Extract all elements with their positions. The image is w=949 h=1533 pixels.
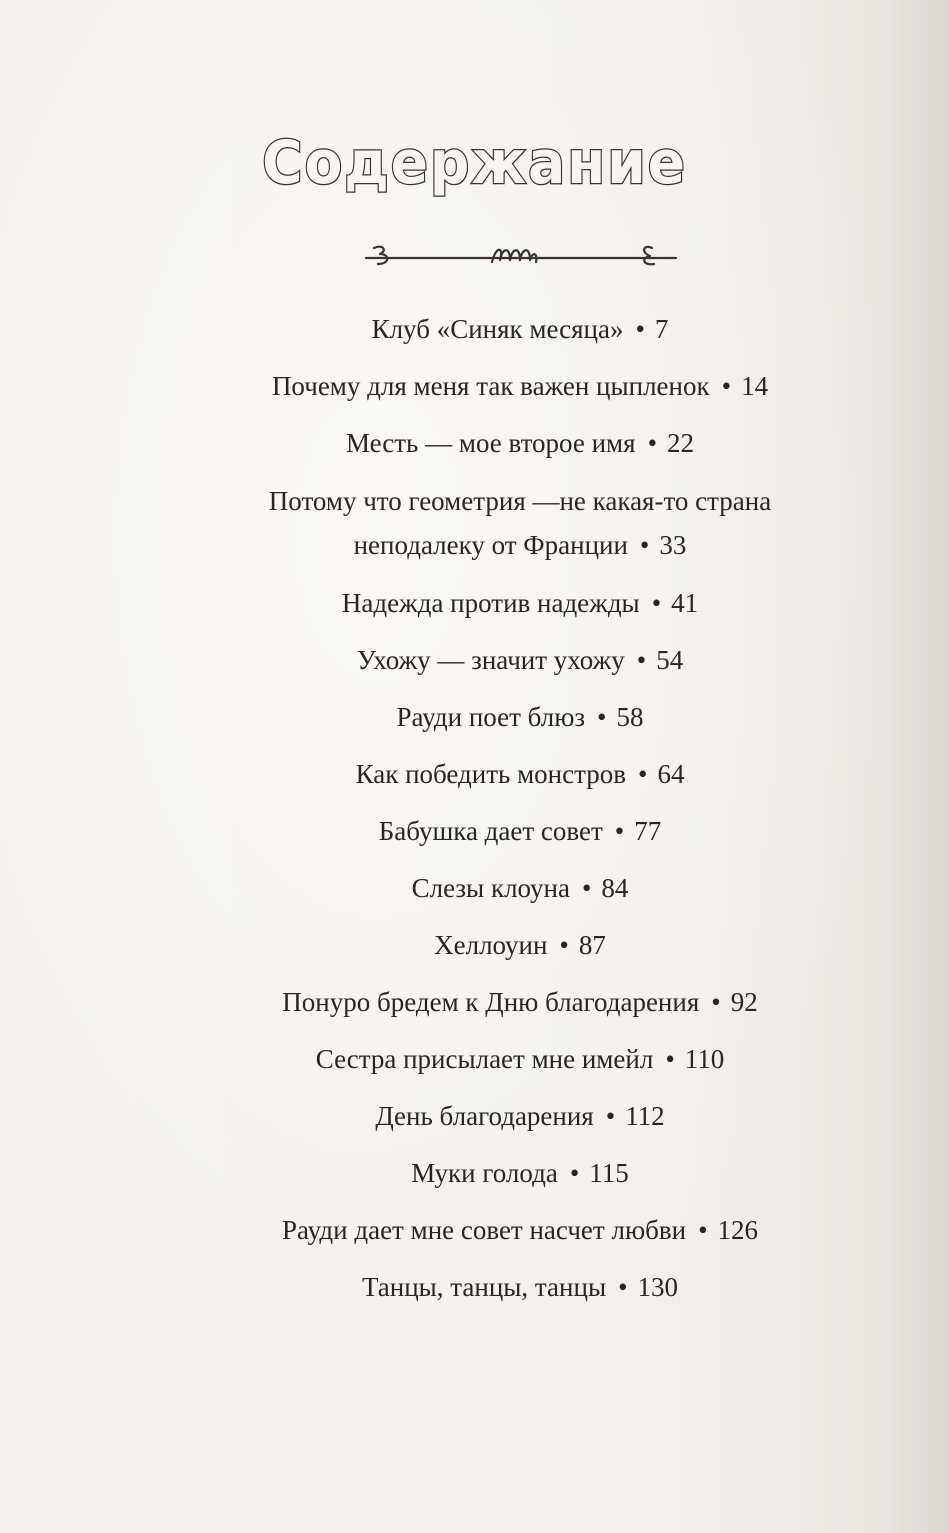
entry-page-number: 115 — [589, 1158, 629, 1188]
bullet-separator: • — [618, 1272, 628, 1302]
entry-title: Клуб «Синяк месяца» — [371, 314, 624, 344]
table-of-contents — [140, 308, 900, 1323]
entry-title-line-1: Потому что геометрия —не какая-то страна — [268, 486, 772, 516]
entry-title: Почему для меня так важен цыпленок — [271, 371, 710, 401]
toc-entry[interactable] — [140, 1266, 900, 1308]
bullet-separator: • — [635, 314, 645, 344]
entry-page-number: 130 — [637, 1272, 679, 1302]
bullet-separator: • — [614, 816, 625, 846]
entry-title: Слезы клоуна — [411, 873, 570, 903]
toc-entry[interactable] — [140, 696, 900, 738]
bullet-separator: • — [605, 1101, 616, 1131]
entry-title: Понуро бредем к Дню благодарения — [282, 987, 700, 1017]
bullet-separator: • — [721, 371, 732, 401]
bullet-separator: • — [636, 645, 647, 675]
page-title: Содержание — [262, 128, 687, 198]
entry-title: Ухожу — значит ухожу — [356, 645, 625, 675]
entry-page-number: 64 — [657, 759, 685, 789]
entry-title: Рауди дает мне совет насчет любви — [281, 1215, 687, 1245]
toc-entry[interactable] — [140, 308, 900, 350]
entry-page-number: 84 — [601, 873, 629, 903]
entry-title: Как победить монстров — [355, 759, 626, 789]
entry-page-number: 41 — [671, 588, 699, 618]
toc-entry[interactable] — [140, 639, 900, 681]
entry-page-number: 110 — [684, 1044, 725, 1074]
bullet-separator: • — [569, 1158, 580, 1188]
entry-page-number: 77 — [634, 816, 662, 846]
entry-page-number: 14 — [741, 371, 769, 401]
entry-title: Сестра присылает мне имейл — [315, 1044, 654, 1074]
toc-entry[interactable] — [140, 1038, 900, 1080]
toc-entry[interactable] — [140, 753, 900, 795]
toc-entry[interactable] — [140, 422, 900, 464]
entry-title: Бабушка дает совет — [378, 816, 603, 846]
bullet-separator: • — [647, 428, 658, 458]
bullet-separator: • — [637, 759, 648, 789]
bullet-separator: • — [711, 987, 721, 1017]
toc-entry[interactable] — [140, 1152, 900, 1194]
entry-page-number: 7 — [654, 314, 669, 344]
entry-page-number: 112 — [625, 1101, 665, 1131]
entry-title: Надежда против надежды — [341, 588, 640, 618]
entry-title: Месть — мое второе имя — [345, 428, 636, 458]
entry-page-number: 87 — [578, 930, 606, 960]
toc-entry[interactable] — [140, 867, 900, 909]
bullet-separator: • — [581, 873, 592, 903]
entry-page-number: 92 — [730, 987, 758, 1017]
entry-page-number: 54 — [656, 645, 684, 675]
bullet-separator: • — [597, 702, 607, 732]
entry-title: День благодарения — [375, 1101, 594, 1131]
toc-entry[interactable] — [140, 582, 900, 624]
toc-entry[interactable] — [140, 810, 900, 852]
entry-page-number: 22 — [667, 428, 695, 458]
entry-title: Хеллоуин — [434, 930, 548, 960]
bullet-separator: • — [665, 1044, 675, 1074]
entry-page-number: 58 — [616, 702, 644, 732]
toc-entry[interactable] — [140, 924, 900, 966]
entry-title: Рауди поет блюз — [396, 702, 586, 732]
entry-title-line-2: неподалеку от Франции — [353, 530, 628, 560]
toc-entry[interactable] — [140, 479, 900, 567]
bullet-separator: • — [559, 930, 569, 960]
entry-title: Муки голода — [411, 1158, 558, 1188]
toc-entry[interactable] — [140, 981, 900, 1023]
toc-entry[interactable] — [140, 1095, 900, 1137]
bullet-separator: • — [698, 1215, 708, 1245]
entry-title: Танцы, танцы, танцы — [361, 1272, 607, 1302]
bullet-separator: • — [639, 530, 650, 560]
toc-entry[interactable] — [140, 1209, 900, 1251]
entry-page-number: 126 — [717, 1215, 759, 1245]
bullet-separator: • — [651, 588, 662, 618]
entry-page-number: 33 — [659, 530, 687, 560]
decorative-divider-icon — [360, 236, 682, 276]
toc-entry[interactable] — [140, 365, 900, 407]
